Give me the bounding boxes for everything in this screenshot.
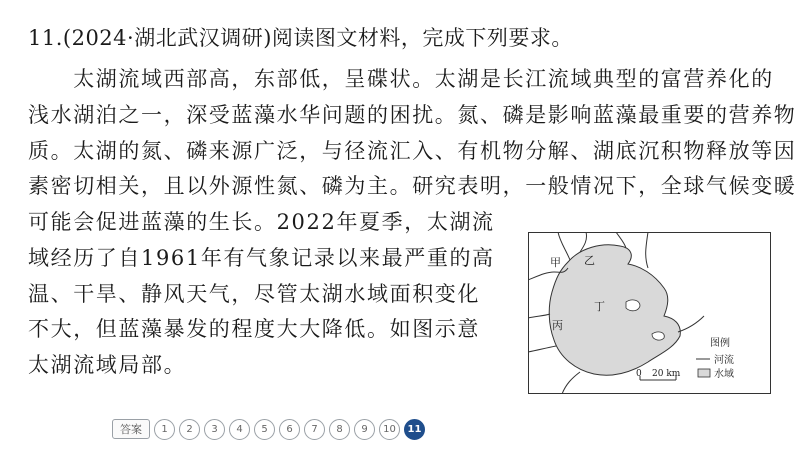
page-button-6[interactable]: 6	[279, 419, 300, 440]
passage-line-1: 太湖流域西部高，东部低，呈碟状。太湖是长江流域典型的富营养化的	[28, 67, 774, 91]
passage-line-3: 质。太湖的氮、磷来源广泛，与径流汇入、有机物分解、湖底沉积物释放等因	[28, 139, 797, 163]
page-button-1[interactable]: 1	[154, 419, 175, 440]
page-button-8[interactable]: 8	[329, 419, 350, 440]
page-button-5[interactable]: 5	[254, 419, 275, 440]
answer-button[interactable]: 答案	[112, 419, 150, 439]
passage-line-7: 温、干旱、静风天气，尽管太湖水域面积变化	[28, 282, 480, 306]
question-header: 11.(2024·湖北武汉调研)阅读图文材料，完成下列要求。	[28, 26, 573, 50]
label-yi: 乙	[584, 254, 595, 267]
passage-line-8: 不大，但蓝藻暴发的程度大大降低。如图示意	[28, 317, 480, 341]
scale-distance: 20 km	[652, 369, 681, 379]
question-pager	[112, 418, 425, 440]
page-button-4[interactable]: 4	[229, 419, 250, 440]
page-button-10[interactable]: 10	[379, 419, 400, 440]
passage-line-9: 太湖流域局部。	[28, 353, 187, 377]
scale-zero: 0	[636, 369, 642, 379]
legend-river-label: 河流	[714, 355, 734, 366]
page-button-3[interactable]: 3	[204, 419, 225, 440]
label-jia: 甲	[550, 256, 561, 269]
page-button-7[interactable]: 7	[304, 419, 325, 440]
legend-water-symbol	[698, 369, 710, 377]
passage-line-6: 域经历了自1961年有气象记录以来最严重的高	[28, 246, 495, 270]
legend-title: 图例	[710, 338, 730, 349]
lake-island	[652, 332, 664, 340]
page-button-11-active[interactable]: 11	[404, 419, 425, 440]
lake-island	[626, 300, 640, 311]
page-button-2[interactable]: 2	[179, 419, 200, 440]
page-button-9[interactable]: 9	[354, 419, 375, 440]
passage-line-4: 素密切相关，且以外源性氮、磷为主。研究表明，一般情况下，全球气候变暖	[28, 174, 797, 198]
label-bing: 丙	[552, 319, 563, 332]
passage-line-5: 可能会促进蓝藻的生长。2022年夏季，太湖流	[28, 210, 495, 234]
passage-line-2: 浅水湖泊之一，深受蓝藻水华问题的困扰。氮、磷是影响蓝藻最重要的营养物	[28, 103, 797, 127]
legend-water-label: 水域	[714, 369, 734, 380]
label-ding: 丁	[594, 300, 605, 313]
taihu-map	[528, 232, 771, 394]
